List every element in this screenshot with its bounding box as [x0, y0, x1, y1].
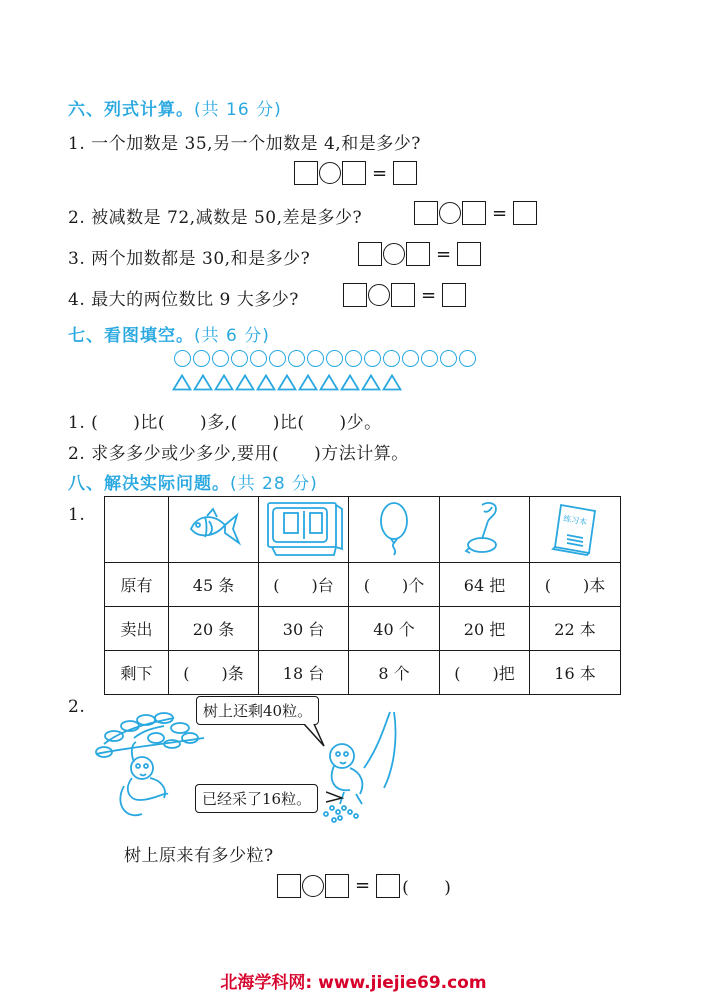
triangle-shape — [382, 374, 402, 391]
circle-shape — [440, 350, 457, 367]
circle-row — [174, 350, 476, 367]
answer-box[interactable] — [442, 283, 466, 307]
television-icon — [259, 497, 349, 563]
operator-circle[interactable] — [439, 202, 461, 224]
triangle-shape — [256, 374, 276, 391]
toy-icon — [440, 497, 530, 563]
question-6-2: 2. 被减数是 72,减数是 50,差是多少? — [68, 208, 363, 228]
sales-table — [104, 496, 621, 695]
circle-shape — [364, 350, 381, 367]
triangle-shape — [298, 374, 318, 391]
table-corner — [105, 497, 169, 563]
answer-box[interactable] — [457, 242, 481, 266]
operator-circle[interactable] — [319, 162, 341, 184]
answer-box[interactable] — [462, 201, 486, 225]
table-row — [105, 497, 621, 563]
section-7-title: 七、看图填空。(共 6 分) — [68, 326, 270, 346]
answer-box[interactable] — [414, 201, 438, 225]
triangle-row — [172, 374, 402, 391]
question-8-2-number: 2. — [68, 697, 86, 717]
equals-sign: = — [355, 875, 371, 896]
triangle-shape — [319, 374, 339, 391]
equation-6-3 — [358, 242, 481, 266]
footer-watermark: 北海学科网: www.jiejie69.com — [220, 973, 487, 993]
question-6-1: 1. 一个加数是 35,另一个加数是 4,和是多少? — [68, 134, 421, 154]
triangle-shape — [235, 374, 255, 391]
equation-8-2 — [277, 873, 451, 898]
circle-shape — [193, 350, 210, 367]
balloon-icon — [349, 497, 440, 563]
exercise-book-icon — [530, 497, 621, 563]
question-6-3: 3. 两个加数都是 30,和是多少? — [68, 249, 311, 269]
question-7-1: 1. ( )比( )多,( )比( )少。 — [68, 413, 382, 433]
question-6-4: 4. 最大的两位数比 9 大多少? — [68, 290, 299, 310]
triangle-shape — [361, 374, 381, 391]
answer-box[interactable] — [393, 161, 417, 185]
operator-circle[interactable] — [368, 284, 390, 306]
triangle-shape — [340, 374, 360, 391]
speech-bubble-top: 树上还剩40粒。 — [196, 696, 319, 725]
table-row: 原有 45 条 ( )台 ( )个 64 把 ( )本 — [105, 563, 621, 607]
triangle-shape — [277, 374, 297, 391]
answer-box[interactable] — [406, 242, 430, 266]
section-6-title: 六、列式计算。(共 16 分) — [68, 100, 282, 120]
answer-box[interactable] — [513, 201, 537, 225]
circle-shape — [326, 350, 343, 367]
unit-paren[interactable]: ( ) — [402, 878, 452, 898]
equation-6-1 — [294, 161, 417, 185]
svg-text:练习本: 练习本 — [562, 513, 588, 527]
question-8-1-number: 1. — [68, 505, 86, 525]
operator-circle[interactable] — [383, 243, 405, 265]
answer-box[interactable] — [342, 161, 366, 185]
answer-box[interactable] — [343, 283, 367, 307]
section-8-title: 八、解决实际问题。(共 28 分) — [68, 474, 318, 494]
circle-shape — [383, 350, 400, 367]
speech-bubble-bottom: 已经采了16粒。 — [195, 784, 318, 813]
equals-sign: = — [492, 202, 508, 224]
circle-shape — [307, 350, 324, 367]
circle-shape — [402, 350, 419, 367]
circle-shape — [288, 350, 305, 367]
circle-shape — [421, 350, 438, 367]
circle-shape — [459, 350, 476, 367]
answer-box[interactable] — [358, 242, 382, 266]
answer-box[interactable] — [277, 874, 301, 898]
equals-sign: = — [436, 243, 452, 265]
circle-shape — [174, 350, 191, 367]
circle-shape — [269, 350, 286, 367]
bubble-bottom-tail — [326, 790, 344, 806]
question-7-2: 2. 求多多少或少多少,要用( )方法计算。 — [68, 444, 409, 464]
circle-shape — [231, 350, 248, 367]
equals-sign: = — [421, 284, 437, 306]
circle-shape — [250, 350, 267, 367]
triangle-shape — [214, 374, 234, 391]
triangle-shape — [193, 374, 213, 391]
answer-box[interactable] — [376, 874, 400, 898]
equation-6-4 — [343, 283, 466, 307]
table-row: 剩下 ( )条 18 台 8 个 ( )把 16 本 — [105, 651, 621, 695]
operator-circle[interactable] — [302, 875, 324, 897]
equation-6-2 — [414, 201, 537, 225]
circle-shape — [212, 350, 229, 367]
equals-sign: = — [372, 162, 388, 184]
answer-box[interactable] — [294, 161, 318, 185]
table-row: 卖出 20 条 30 台 40 个 20 把 22 本 — [105, 607, 621, 651]
circle-shape — [345, 350, 362, 367]
answer-box[interactable] — [325, 874, 349, 898]
triangle-shape — [172, 374, 192, 391]
answer-box[interactable] — [391, 283, 415, 307]
bubble-top-tail — [300, 724, 330, 748]
question-8-2: 树上原来有多少粒? — [124, 846, 274, 866]
fish-icon — [169, 497, 259, 563]
